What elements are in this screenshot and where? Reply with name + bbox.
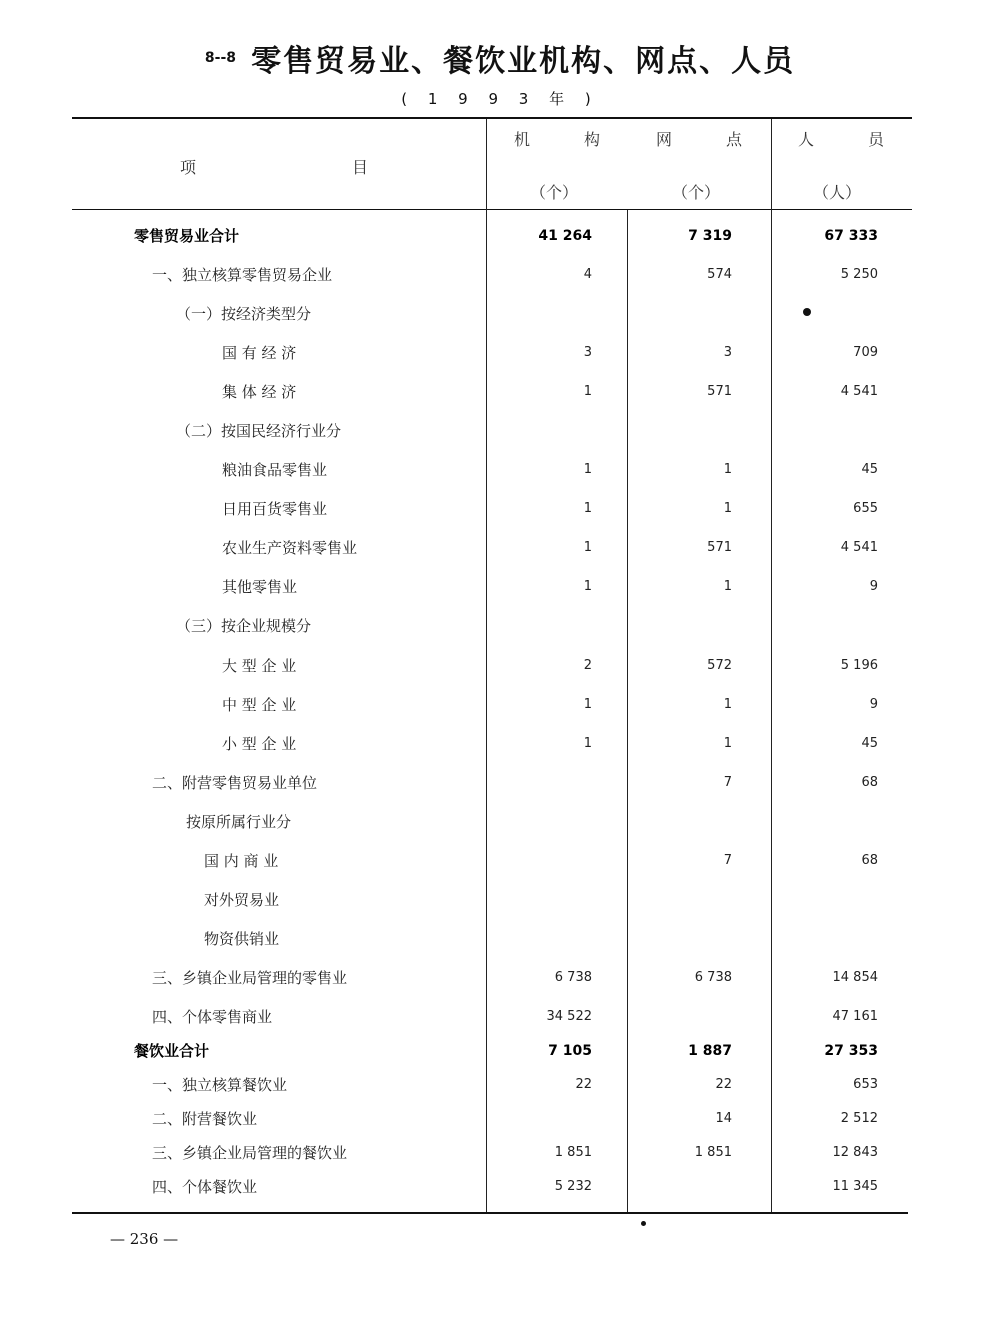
table-row (0, 497, 1000, 521)
cell-personnel: 45 (861, 736, 878, 751)
cell-institutions: 34 522 (546, 1009, 592, 1024)
row-label: 四、个体餐饮业 (152, 1178, 258, 1196)
cell-institutions: 6 738 (554, 970, 592, 985)
row-label: 零售贸易业合计 (134, 227, 240, 245)
cell-personnel: 68 (861, 775, 878, 790)
header-institutions-a: 机 (514, 130, 531, 149)
table-row (0, 654, 1000, 678)
row-label: 小 型 企 业 (222, 735, 297, 753)
page-title: 零售贸易业、餐饮业机构、网点、人员 (251, 44, 796, 79)
row-label: 一、独立核算餐饮业 (152, 1076, 288, 1094)
cell-outlets: 1 (723, 697, 732, 712)
row-label: 二、附营餐饮业 (152, 1110, 258, 1128)
header-item-left: 项 (180, 158, 197, 177)
row-label: 其他零售业 (222, 578, 298, 596)
table-row (0, 1005, 1000, 1029)
cell-outlets: 1 (723, 579, 732, 594)
cell-institutions: 1 851 (554, 1145, 592, 1160)
cell-outlets: 571 (707, 540, 732, 555)
cell-outlets: 572 (707, 658, 732, 673)
table-row (0, 614, 1000, 638)
row-label: （三）按企业规模分 (176, 617, 312, 635)
page-number: — 236 — (110, 1230, 179, 1248)
cell-outlets: 574 (707, 267, 732, 282)
cell-personnel: 4 541 (840, 384, 878, 399)
cell-institutions: 41 264 (538, 228, 592, 244)
table-row (0, 1039, 1000, 1063)
cell-institutions: 2 (583, 658, 592, 673)
header-institutions-unit: （个） (530, 183, 579, 202)
table-row (0, 419, 1000, 443)
row-label: 餐饮业合计 (134, 1042, 210, 1060)
row-label: 二、附营零售贸易业单位 (152, 774, 318, 792)
cell-institutions: 1 (583, 736, 592, 751)
row-label: 农业生产资料零售业 (222, 539, 358, 557)
table-row (0, 224, 1000, 248)
row-label: 大 型 企 业 (222, 657, 297, 675)
table-row (0, 927, 1000, 951)
cell-personnel: 12 843 (832, 1145, 878, 1160)
cell-outlets: 1 (723, 501, 732, 516)
table-row (0, 693, 1000, 717)
cell-personnel: 9 (869, 697, 878, 712)
table-row (0, 966, 1000, 990)
row-label: 对外贸易业 (204, 891, 280, 909)
row-label: 国 有 经 济 (222, 344, 297, 362)
cell-personnel: 4 541 (840, 540, 878, 555)
cell-institutions: 22 (575, 1077, 592, 1092)
cell-institutions: 5 232 (554, 1179, 592, 1194)
table-row (0, 771, 1000, 795)
cell-personnel: 14 854 (832, 970, 878, 985)
scan-speck (803, 308, 811, 316)
cell-institutions: 1 (583, 501, 592, 516)
cell-outlets: 7 319 (688, 228, 732, 244)
cell-personnel: 9 (869, 579, 878, 594)
row-label: 集 体 经 济 (222, 383, 297, 401)
bottom-rule (72, 1212, 908, 1214)
table-row (0, 536, 1000, 560)
row-label: 粮油食品零售业 (222, 461, 328, 479)
table-row (0, 810, 1000, 834)
cell-personnel: 709 (853, 345, 878, 360)
cell-personnel: 655 (853, 501, 878, 516)
cell-outlets: 571 (707, 384, 732, 399)
row-label: （一）按经济类型分 (176, 305, 312, 323)
cell-outlets: 14 (715, 1111, 732, 1126)
row-label: 按原所属行业分 (186, 813, 292, 831)
cell-institutions: 1 (583, 540, 592, 555)
cell-outlets: 6 738 (694, 970, 732, 985)
cell-institutions: 7 105 (548, 1043, 592, 1059)
cell-outlets: 1 (723, 462, 732, 477)
cell-outlets: 1 887 (688, 1043, 732, 1059)
row-label: 物资供销业 (204, 930, 280, 948)
row-label: 四、个体零售商业 (152, 1008, 273, 1026)
row-label: 三、乡镇企业局管理的零售业 (152, 969, 348, 987)
cell-outlets: 7 (723, 853, 732, 868)
cell-personnel: 653 (853, 1077, 878, 1092)
header-personnel-a: 人 (798, 130, 815, 149)
header-personnel-b: 员 (868, 130, 885, 149)
header-bottom-rule (72, 209, 912, 210)
table-title (0, 36, 1000, 80)
cell-institutions: 1 (583, 697, 592, 712)
cell-outlets: 7 (723, 775, 732, 790)
cell-personnel: 2 512 (840, 1111, 878, 1126)
row-label: 一、独立核算零售贸易企业 (152, 266, 333, 284)
cell-personnel: 11 345 (832, 1179, 878, 1194)
cell-personnel: 5 250 (840, 267, 878, 282)
header-outlets-b: 点 (726, 130, 743, 149)
header-outlets-a: 网 (656, 130, 673, 149)
table-row (0, 1107, 1000, 1131)
cell-institutions: 1 (583, 579, 592, 594)
row-label: 中 型 企 业 (222, 696, 297, 714)
table-row (0, 341, 1000, 365)
cell-outlets: 3 (723, 345, 732, 360)
cell-personnel: 27 353 (824, 1043, 878, 1059)
header-outlets-unit: （个） (672, 183, 721, 202)
table-row (0, 458, 1000, 482)
table-row (0, 302, 1000, 326)
cell-outlets: 22 (715, 1077, 732, 1092)
table-row (0, 732, 1000, 756)
cell-outlets: 1 851 (694, 1145, 732, 1160)
table-row (0, 1175, 1000, 1199)
top-rule (72, 117, 912, 119)
table-subtitle-year: ( 1 9 9 3 年 ) (401, 90, 599, 108)
cell-personnel: 68 (861, 853, 878, 868)
cell-personnel: 5 196 (840, 658, 878, 673)
header-institutions-b: 构 (584, 130, 601, 149)
scan-speck (641, 1221, 646, 1226)
cell-outlets: 1 (723, 736, 732, 751)
header-personnel-unit: （人） (813, 183, 862, 202)
table-row (0, 380, 1000, 404)
header-item-right: 目 (352, 158, 369, 177)
row-label: 国 内 商 业 (204, 852, 279, 870)
table-row (0, 888, 1000, 912)
cell-personnel: 67 333 (824, 228, 878, 244)
row-label: 日用百货零售业 (222, 500, 328, 518)
row-label: （二）按国民经济行业分 (176, 422, 342, 440)
cell-institutions: 3 (583, 345, 592, 360)
cell-personnel: 47 161 (832, 1009, 878, 1024)
cell-institutions: 1 (583, 462, 592, 477)
table-row (0, 1141, 1000, 1165)
table-row (0, 849, 1000, 873)
cell-personnel: 45 (861, 462, 878, 477)
table-row (0, 263, 1000, 287)
cell-institutions: 4 (583, 267, 592, 282)
table-row (0, 575, 1000, 599)
table-number: 8--8 (204, 50, 236, 66)
row-label: 三、乡镇企业局管理的餐饮业 (152, 1144, 348, 1162)
cell-institutions: 1 (583, 384, 592, 399)
table-row (0, 1073, 1000, 1097)
